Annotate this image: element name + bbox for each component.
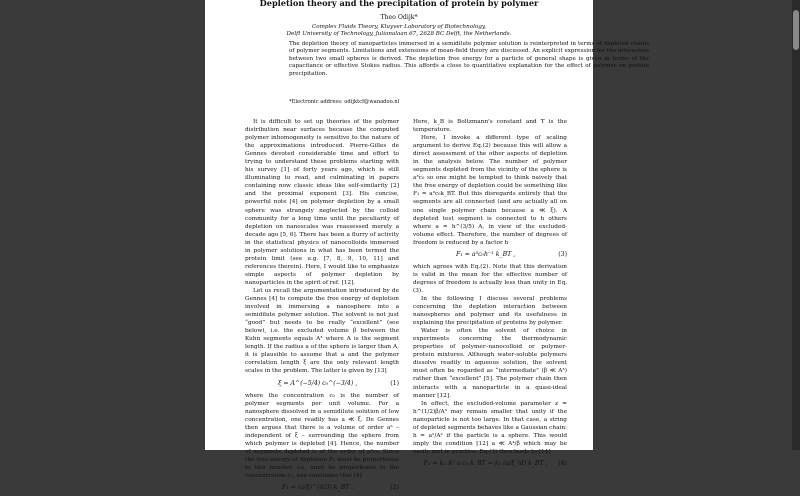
paragraph: which agrees with Eq.(2). Note that this derivation is valid in the mean for the effective number of degrees of freedom is actually less than unity in Eq.(3). <box>413 263 567 294</box>
paragraph: Here, I invoke a different type of scaling argument to derive Eq.(2) because this will allow a direct assessment of the other aspects of depletion in the analysis below. The number of polymer segments depleted from the vicinity of the sphere is a³c₀ so one might be tempted to think naively that the free energy of depletion could be something like F₁ ≃ a³c₀k_BT. But this disregards entirely that the segments are all connected (and are actually all on one single polymer chain because a ≪ ξ). A depleted test segment is connected to h others where a ≃ h^(3/5) A, in view of the excluded-volume effect. Therefore, the number of degrees of freedom is reduced by a factor h <box>413 135 567 246</box>
left-column <box>245 118 399 496</box>
paragraph: In the following I discuss several problems concerning the depletion interaction between nanospheres and polymer and its usefulness in explaining the precipitation of proteins by polymer. <box>413 295 567 327</box>
pdf-page[interactable] <box>205 0 649 492</box>
equation-expression: F₁ = k₁ A² a c₀ k_BT = k₁ (a/ξ_id) k_BT , <box>423 459 548 467</box>
equation-4 <box>413 460 567 468</box>
author: Theo Odijk* <box>380 14 418 21</box>
equation-expression: F₁ ≃ (a/ξ)^(4/3) k_BT . <box>281 484 354 492</box>
vertical-scrollbar[interactable] <box>792 0 800 450</box>
paragraph: Let us recall the argumentation introduced by de Gennes [4] to compute the free energy of depletion involved in immersing a nanosphere into a semidilute polymer solution. The solvent is not just “good” but needs to be really “excellent” (see below), i.e. the excluded volume β between the Kuhn segments equals A³ where A is the segment length. If the radius a of the sphere is larger than A, it is plausible to assume that a and the polymer correlation length ξ are the only relevant length scales in the problem. The latter is given by [13] <box>245 287 399 375</box>
paragraph: In effect, the excluded-volume parameter z = h^(1/2)β/A³ may remain smaller that unity if the nanoparticle is not too large. In that case, a string of depleted segments behaves like a Gaussian chain: h ≃ a²/A² if the particle is a sphere. This would imply the condition [12] a ≪ A⁴/β which may be easily met in practice. Eq.(3) then leads to [14] <box>413 400 567 455</box>
scrollbar-thumb[interactable] <box>793 10 799 50</box>
equation-expression: ξ = A^(−5/4) c₀^(−3/4) , <box>278 379 358 387</box>
equation-number: (4) <box>558 459 567 467</box>
email-footnote: *Electronic address: odijktcf@wanadoo.nl <box>289 99 400 105</box>
equation-1 <box>245 380 399 388</box>
equation-number: (1) <box>390 379 399 387</box>
equation-2 <box>245 484 399 492</box>
equation-number: (3) <box>558 250 567 258</box>
paragraph: Here, k_B is Boltzmann's constant and T is the temperature. <box>413 119 567 134</box>
affiliation-line-1: Complex Fluids Theory, Kluyver Laboratory of Biotechnology, <box>311 24 487 30</box>
paper-title: Depletion theory and the precipitation of protein by polymer <box>259 0 539 8</box>
equation-number: (2) <box>390 484 399 492</box>
abstract: The depletion theory of nanoparticles immersed in a semidilute polymer solution is reinterpreted in terms of depleted chains of polymer segments. Limitations and extensions of mean-field theory are discussed. An explicit expression for the interaction between two small spheres is derived. The depletion free energy for a particle of general shape is given in terms of the capacitance or effective Stokes radius. This affords a close to quantitative explanation for the effect of polymer on protein precipitation. <box>289 41 649 77</box>
paragraph: Water is often the solvent of choice in experiments concerning the thermodynamic properties of polymer–nanocolloid or polymer-protein mixtures. Although water-soluble polymers dissolve readily in aqueous solution, the solvent must often be regarded as “intermediate” (β ≪ A³) rather than “excellent” [5]. The polymer chain then interacts with a nanoparticle in a quasi-ideal manner [12]. <box>413 328 567 399</box>
affiliation-line-2: Delft University of Technology, Julianalaan 67, 2628 BC Delft, the Netherlands. <box>286 31 512 38</box>
affiliation <box>205 24 593 38</box>
right-column <box>413 118 567 472</box>
equation-3 <box>413 251 567 259</box>
paragraph: It is difficult to set up theories of the polymer distribution near surfaces because the computed polymer inhomogeneity is sensitive to the nature of the approximations introduced. Pierre-Gilles de Gennes devoted considerable time and effort to trying to understand these problems starting with his survey [1] of forty years ago, which is still illuminating to read, and culminating in papers containing now classic ideas like self-similarity [2] and the proximal exponent [3]. His concise, powerful note [4] on polymer depletion by a small sphere was strangely neglected by the colloid community for a long time until the peculiarity of depletion on nanoscales was reassessed merely a decade ago [5, 6]. There has been a flurry of activity in the statistical physics of nanocolloids immersed in polymer solutions in what has been termed the protein limit (see e.g. [7, 8, 9, 10, 11] and references therein). Here, I would like to emphasize simple aspects of polymer depletion by nanoparticles in the spirit of ref. [12]. <box>245 119 399 286</box>
equation-expression: F₁ ≃ a³c₀h⁻¹ k_BT , <box>456 250 516 258</box>
paragraph: where the concentration c₀ is the number of polymer segments per unit volume. For a nanosphere dissolved in a semidilute solution of low concentration, one readily has a ≪ ξ. De Gennes then argues that there is a volume of order a³ – independent of ξ – surrounding the sphere from which polymer is depleted [4]. Hence, the number of segments depleted is of the order of a³c₀. Since the free energy of depletion F₁ must be proportional to this number, i.e. must be proportional to the concentration c₀, one concludes that [4] <box>245 392 399 480</box>
